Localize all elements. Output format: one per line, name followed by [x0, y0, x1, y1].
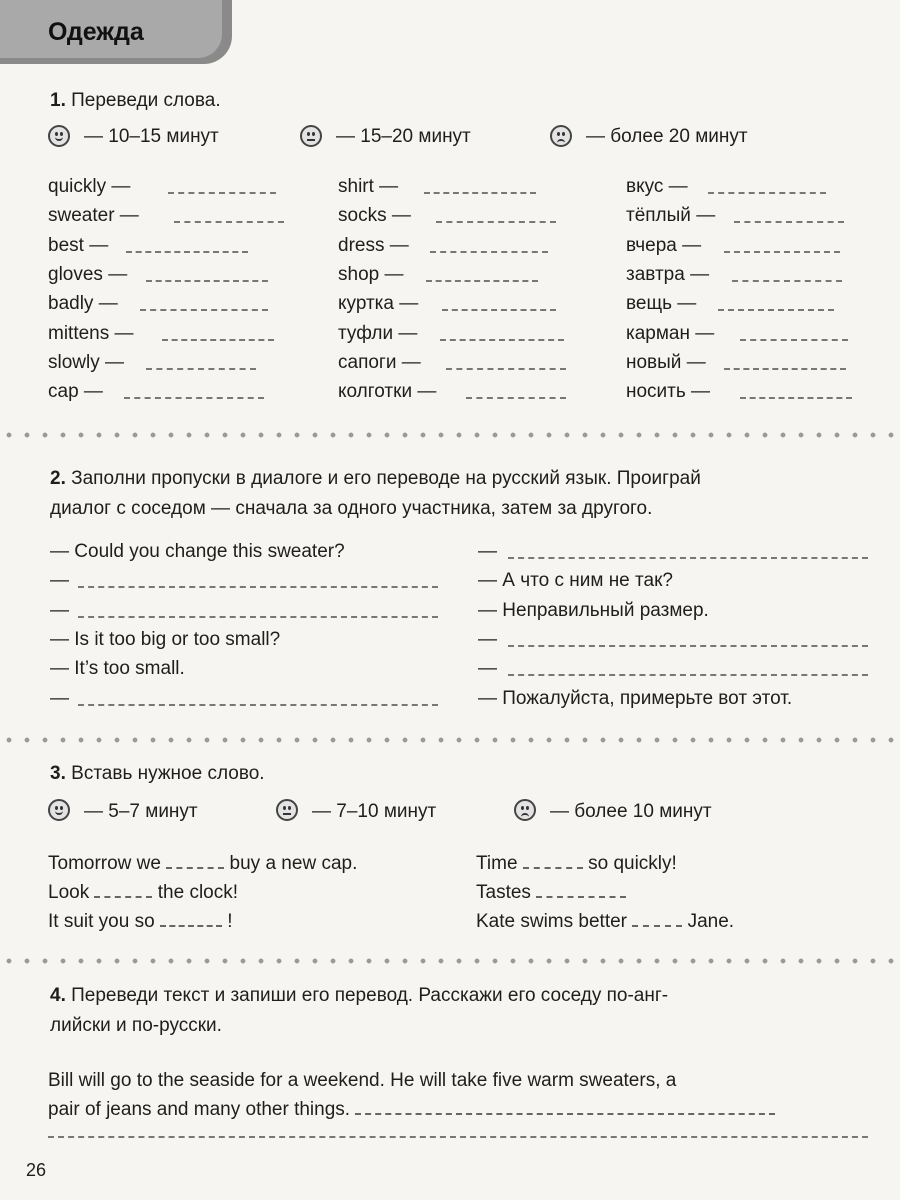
word-item: тёплый —	[626, 205, 716, 227]
smile-icon	[48, 799, 70, 821]
time-rating-1: — 5–7 минут	[84, 801, 198, 822]
answer-line[interactable]	[508, 557, 868, 559]
word-item: туфли —	[338, 322, 418, 344]
answer-line[interactable]	[732, 280, 842, 282]
word-item: новый —	[626, 351, 706, 373]
task4-instruction-2: лийски и по-русски.	[50, 1015, 222, 1036]
time-rating-2: — 7–10 минут	[312, 801, 437, 822]
blank-field[interactable]	[166, 853, 224, 869]
word-item: куртка —	[338, 293, 419, 315]
section-divider	[0, 432, 900, 438]
answer-line[interactable]	[740, 339, 848, 341]
word-item: sweater —	[48, 205, 139, 227]
task3-number: 3.	[50, 763, 66, 784]
dialog-line-left: —	[50, 600, 69, 621]
dialog-line-left: —	[50, 688, 69, 709]
answer-line[interactable]	[162, 339, 274, 341]
sad-face-icon	[514, 799, 536, 821]
task2-heading-line1	[50, 468, 701, 490]
task1-heading	[50, 90, 221, 112]
answer-line[interactable]	[126, 251, 248, 253]
word-item: вчера —	[626, 234, 702, 256]
task1-instruction: Переведи слова.	[71, 90, 221, 111]
answer-line[interactable]	[436, 221, 556, 223]
smile-icon	[48, 125, 70, 147]
page-number: 26	[26, 1160, 47, 1180]
word-item: вещь —	[626, 293, 697, 315]
answer-line[interactable]	[740, 397, 852, 399]
answer-line[interactable]	[78, 586, 438, 588]
dialog-line-right: —	[478, 541, 497, 562]
sentence-6-start: Kate swims better	[476, 911, 627, 932]
sentence-4	[476, 853, 677, 875]
sentence-4-end: so quickly!	[588, 853, 677, 874]
task2-instruction-2: диалог с соседом — сначала за одного участника, затем за другого.	[50, 498, 653, 519]
word-item: badly —	[48, 293, 118, 315]
answer-line[interactable]	[78, 616, 438, 618]
dialog-line-left: — It’s too small.	[50, 658, 185, 679]
sentence-5	[476, 882, 626, 904]
task3-instruction: Вставь нужное слово.	[71, 763, 265, 784]
word-item: карман —	[626, 322, 715, 344]
time-rating-1: — 10–15 минут	[84, 126, 219, 147]
answer-line[interactable]	[724, 368, 846, 370]
task3-heading	[50, 763, 265, 785]
word-item: slowly —	[48, 351, 125, 373]
word-item: gloves —	[48, 263, 128, 285]
answer-line[interactable]	[140, 309, 268, 311]
answer-line[interactable]	[426, 280, 538, 282]
time-rating-2: — 15–20 минут	[336, 126, 471, 147]
answer-line[interactable]	[174, 221, 284, 223]
sentence-1-start: Tomorrow we	[48, 853, 161, 874]
dialog-line-right: —	[478, 658, 497, 679]
task4-heading-line1	[50, 985, 668, 1007]
blank-field[interactable]	[160, 911, 222, 927]
answer-line[interactable]	[440, 339, 564, 341]
word-item: cap —	[48, 381, 103, 403]
time-rating-3: — более 20 минут	[586, 126, 748, 147]
sentence-5-start: Tastes	[476, 882, 531, 903]
word-item: mittens —	[48, 322, 134, 344]
word-item: dress —	[338, 234, 409, 256]
sentence-1	[48, 853, 357, 875]
answer-line[interactable]	[78, 704, 438, 706]
section-divider	[0, 958, 900, 964]
word-item: best —	[48, 234, 109, 256]
blank-field[interactable]	[523, 853, 583, 869]
task4-instruction-1: Переведи текст и запиши его перевод. Расскажи его соседу по-анг-	[71, 985, 669, 1006]
task2-instruction-1: Заполни пропуски в диалоге и его переводе на русский язык. Проиграй	[71, 468, 701, 489]
dialog-line-right: — Неправильный размер.	[478, 600, 709, 621]
word-item: завтра —	[626, 263, 710, 285]
dialog-line-right: — Пожалуйста, примерьте вот этот.	[478, 688, 793, 709]
page-title: Одежда	[48, 18, 144, 46]
answer-line[interactable]	[734, 221, 844, 223]
word-item: носить —	[626, 381, 711, 403]
time-rating-3: — более 10 минут	[550, 801, 712, 822]
answer-line[interactable]	[508, 645, 868, 647]
sentence-3-start: It suit you so	[48, 911, 155, 932]
word-item: сапоги —	[338, 351, 421, 373]
task4-number: 4.	[50, 985, 66, 1006]
answer-line[interactable]	[146, 368, 256, 370]
neutral-face-icon	[276, 799, 298, 821]
blank-field[interactable]	[536, 882, 626, 898]
sentence-1-end: buy a new cap.	[229, 853, 358, 874]
answer-line[interactable]	[446, 368, 566, 370]
word-item: socks —	[338, 205, 411, 227]
word-item: колготки —	[338, 381, 437, 403]
sentence-3-end: !	[227, 911, 233, 932]
word-item: вкус —	[626, 176, 688, 197]
answer-line[interactable]	[168, 192, 276, 194]
task4-text-line2	[48, 1099, 775, 1121]
task4-text-line1: Bill will go to the seaside for a weekend. He will take five warm sweaters, a	[48, 1070, 677, 1091]
sentence-4-start: Time	[476, 853, 518, 874]
sentence-2-start: Look	[48, 882, 90, 903]
task4-text-line2-content: pair of jeans and many other things.	[48, 1099, 351, 1120]
sentence-2	[48, 882, 238, 904]
neutral-face-icon	[300, 125, 322, 147]
answer-line[interactable]	[48, 1136, 868, 1138]
sentence-2-end: the clock!	[157, 882, 239, 903]
dialog-line-left: — Is it too big or too small?	[50, 629, 281, 650]
task1-number: 1.	[50, 90, 66, 111]
section-divider	[0, 737, 900, 743]
dialog-line-right: —	[478, 629, 497, 650]
dialog-line-right: — А что с ним не так?	[478, 570, 673, 591]
title-tab	[0, 0, 232, 64]
word-item: shop —	[338, 263, 404, 285]
blank-field[interactable]	[94, 882, 152, 898]
task2-number: 2.	[50, 468, 66, 489]
word-item: shirt —	[338, 176, 399, 197]
answer-line[interactable]	[424, 192, 536, 194]
answer-line[interactable]	[146, 280, 268, 282]
answer-line[interactable]	[442, 309, 556, 311]
answer-line[interactable]	[508, 674, 868, 676]
sentence-3	[48, 911, 233, 933]
answer-line[interactable]	[708, 192, 826, 194]
sentence-6	[476, 911, 734, 933]
sentence-6-end: Jane.	[687, 911, 735, 932]
answer-line[interactable]	[430, 251, 548, 253]
answer-line[interactable]	[724, 251, 840, 253]
blank-field[interactable]	[632, 911, 682, 927]
answer-line[interactable]	[355, 1099, 775, 1115]
answer-line[interactable]	[124, 397, 264, 399]
answer-line[interactable]	[466, 397, 566, 399]
dialog-line-left: —	[50, 570, 69, 591]
word-item: quickly —	[48, 176, 131, 197]
sad-face-icon	[550, 125, 572, 147]
answer-line[interactable]	[718, 309, 834, 311]
dialog-line-left: — Could you change this sweater?	[50, 541, 345, 562]
